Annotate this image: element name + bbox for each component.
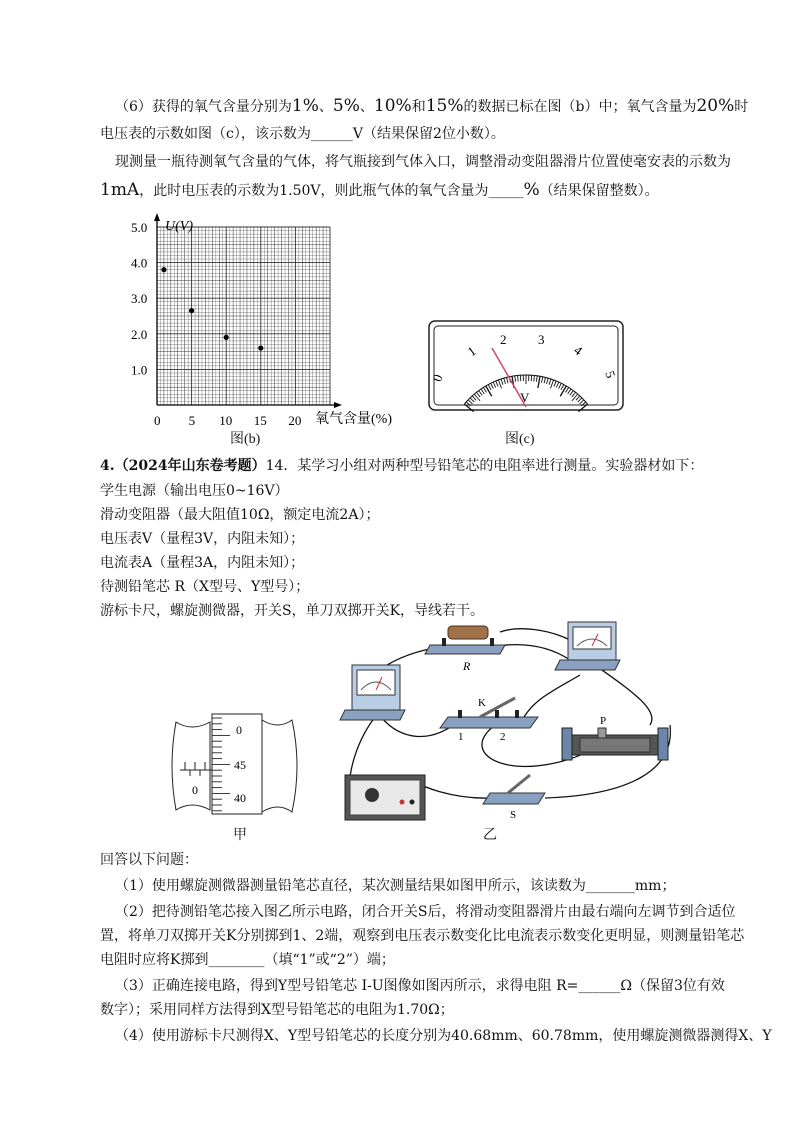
answer-3-line-1: （3）正确连接电路，得到Y型号铅笔芯 I-U图像如图丙所示，求得电阻 R=______Ω（保留3位有效	[115, 978, 725, 994]
answer-1: （1）使用螺旋测微器测量铅笔芯直径，某次测量结果如图甲所示，该读数为_______mm；	[115, 878, 676, 894]
answer-2-line-2: 置，将单刀双掷开关K分别掷到1、2端，观察到电压表示数变化比电流表示数变化更明显，则测量铅笔芯	[100, 928, 745, 944]
x-tick-label: 10	[219, 413, 233, 428]
power-supply	[345, 775, 425, 820]
switch-s	[483, 775, 545, 821]
tick-label-3: 3	[538, 332, 545, 347]
figure-b-caption: 图(b)	[230, 432, 261, 447]
unit-label: V	[520, 390, 530, 405]
q6-line-2: 电压表的示数如图（c），该示数为______V（结果保留2位小数）。	[100, 126, 505, 142]
thimble-label-45: 45	[234, 758, 246, 772]
figure-yi-caption: 乙	[483, 828, 497, 843]
x-axis-label: 氧气含量(%)	[315, 412, 392, 427]
q6-line-3: 现测量一瓶待测氧气含量的气体，将气瓶接到气体入口，调整滑动变阻器滑片位置使毫安表的示数为	[115, 154, 731, 170]
label-r: R	[463, 659, 471, 673]
q4-line-1: 4.（2024年山东卷考题）14．某学习小组对两种型号铅笔芯的电阻率进行测量。实验器材如下：	[100, 458, 704, 474]
y-tick-label: 2.0	[131, 326, 148, 342]
main-scale-label: 0	[192, 783, 198, 797]
q6-line-4: 1mA，此时电压表的示数为1.50V，则此瓶气体的氧气含量为_____%（结果保留整数）。	[100, 180, 659, 200]
tick-label-2: 2	[500, 332, 507, 347]
label-k2: 2	[500, 731, 506, 743]
q6-line-1: （6）获得的氧气含量分别为1%、5%、10%和15%的数据已标在图（b）中；氧气含量为20%时	[115, 96, 749, 116]
x-tick-label: 15	[253, 413, 267, 428]
chart-axes	[154, 213, 342, 408]
thimble-label-0: 0	[236, 723, 242, 737]
label-k1: 1	[458, 731, 464, 743]
data-point	[189, 308, 194, 313]
y-tick-label: 3.0	[131, 291, 148, 307]
resistor-r	[425, 626, 505, 673]
x-tick-label: 5	[188, 413, 196, 428]
tick-label-1: 1	[464, 343, 479, 360]
y-tick-label: 1.0	[131, 362, 148, 378]
tick-label-4: 4	[571, 342, 586, 359]
thimble-label-40: 40	[234, 791, 246, 805]
answer-2-line-1: （2）把待测铅笔芯接入图乙所示电路，闭合开关S后，将滑动变阻器滑片由最右端向左调节到合适位	[115, 904, 736, 920]
label-p: P	[600, 715, 607, 727]
figure-c-caption: 图(c)	[505, 432, 535, 447]
answer-2-line-3: 电阻时应将K掷到________（填“1”或“2”）端；	[100, 952, 395, 968]
q4-item-1: 学生电源（输出电压0~16V）	[100, 483, 289, 499]
switch-k	[440, 697, 538, 743]
figure-jia-caption: 甲	[233, 828, 247, 843]
figure-c-voltmeter	[428, 320, 624, 412]
q4-item-4: 电流表A（量程3A，内阻未知）；	[100, 555, 305, 571]
y-tick-label: 5.0	[131, 220, 148, 235]
data-point	[258, 345, 263, 350]
voltmeter	[340, 665, 405, 720]
y-tick-label: 4.0	[131, 255, 148, 271]
x-tick-label: 20	[288, 413, 302, 428]
y-axis-label: U(V)	[165, 219, 193, 234]
q4-item-3: 电压表V（量程3V，内阻未知）；	[100, 531, 305, 547]
label-k: K	[478, 697, 486, 709]
tick-label-0: 0	[429, 372, 446, 384]
x-tick-label: 0	[154, 413, 161, 428]
ammeter	[555, 622, 620, 670]
q4-item-6: 游标卡尺，螺旋测微器，开关S，单刀双掷开关K，导线若干。	[100, 603, 485, 619]
label-s: S	[510, 809, 517, 821]
chart-grid	[157, 227, 330, 405]
figure-jia-micrometer	[170, 712, 300, 817]
answer-3-line-2: 数字）；采用同样方法得到X型号铅笔芯的电阻为1.70Ω；	[100, 1002, 454, 1018]
answers-intro: 回答以下问题：	[100, 852, 198, 868]
q4-item-2: 滑动变阻器（最大阻值10Ω，额定电流2A）；	[100, 507, 380, 523]
figure-yi-circuit	[330, 620, 690, 825]
data-point	[224, 335, 229, 340]
tick-label-5: 5	[602, 368, 619, 380]
figure-b-chart	[125, 210, 405, 440]
answer-4-line-1: （4）使用游标卡尺测得X、Y型号铅笔芯的长度分别为40.68mm、60.78mm，使用螺旋测微器测得X、Y	[115, 1028, 772, 1044]
data-point	[161, 267, 166, 272]
q4-item-5: 待测铅笔芯 R（X型号、Y型号）；	[100, 579, 310, 595]
